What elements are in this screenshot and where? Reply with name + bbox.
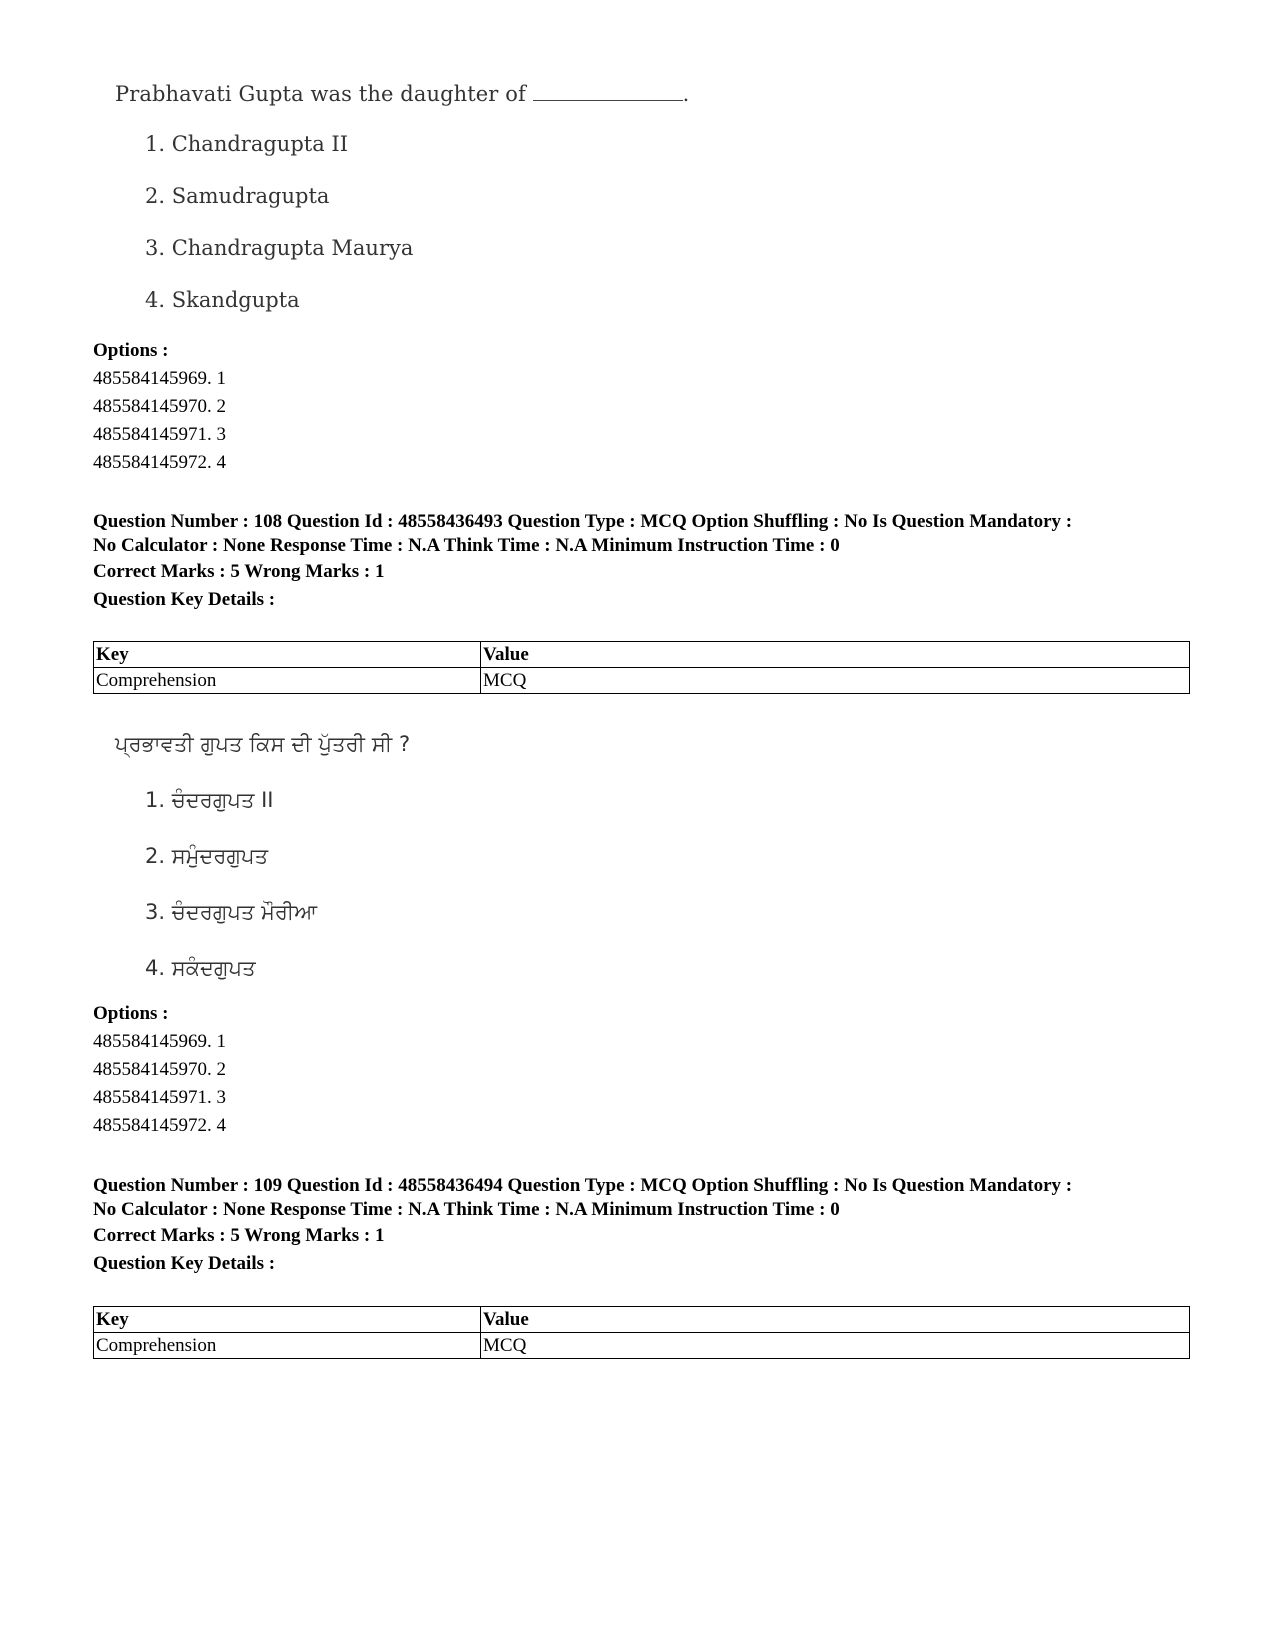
question-109-meta (93, 1174, 1072, 1278)
options-list (93, 1000, 226, 1140)
question-option-3: 3. ਚੰਦਰਗੁਪਤ ਮੌਰੀਆ (145, 900, 318, 924)
question-option-3: 3. Chandragupta Maurya (145, 236, 414, 260)
table-header-row (94, 1307, 1190, 1333)
question-108-meta (93, 510, 1072, 614)
table-header-key: Key (94, 642, 481, 668)
options-list (93, 337, 226, 477)
options-heading: Options : (93, 1003, 169, 1024)
option-id-3: 485584145971. 3 (93, 1087, 226, 1108)
table-header-value: Value (481, 1307, 1190, 1333)
question-stem-text: Prabhavati Gupta was the daughter of (115, 82, 526, 106)
table-cell-value: MCQ (481, 668, 1190, 694)
question-option-1: 1. Chandragupta II (145, 132, 348, 156)
option-id-1: 485584145969. 1 (93, 368, 226, 389)
option-id-4: 485584145972. 4 (93, 452, 226, 473)
question-option-4: 4. ਸਕੰਦਗੁਪਤ (145, 956, 256, 980)
question-meta-line-2: No Calculator : None Response Time : N.A Think Time : N.A Minimum Instruction Time : 0 (93, 1199, 840, 1220)
question-meta-line-1: Question Number : 109 Question Id : 48558436494 Question Type : MCQ Option Shuffling : No Is Question Mandatory : (93, 1175, 1073, 1196)
key-details-table (93, 641, 1190, 694)
question-option-4: 4. Skandgupta (145, 288, 300, 312)
answer-blank (533, 82, 683, 101)
question-stem (115, 80, 715, 108)
option-id-3: 485584145971. 3 (93, 424, 226, 445)
table-cell-key: Comprehension (94, 668, 481, 694)
key-details-heading: Question Key Details : (93, 589, 276, 610)
question-option-2: 2. ਸਮੁੰਦਰਗੁਪਤ (145, 844, 269, 868)
key-details-table (93, 1306, 1190, 1359)
options-heading: Options : (93, 340, 169, 361)
question-stem: ਪ੍ਰਭਾਵਤੀ ਗੁਪਤ ਕਿਸ ਦੀ ਪੁੱਤਰੀ ਸੀ ? (115, 732, 411, 756)
question-meta-line-2: No Calculator : None Response Time : N.A Think Time : N.A Minimum Instruction Time : 0 (93, 535, 840, 556)
question-meta-line-1: Question Number : 108 Question Id : 48558436493 Question Type : MCQ Option Shuffling : No Is Question Mandatory : (93, 511, 1073, 532)
option-id-4: 485584145972. 4 (93, 1115, 226, 1136)
table-header-row (94, 642, 1190, 668)
option-id-1: 485584145969. 1 (93, 1031, 226, 1052)
question-option-1: 1. ਚੰਦਰਗੁਪਤ II (145, 788, 274, 812)
key-details-heading: Question Key Details : (93, 1253, 276, 1274)
table-cell-value: MCQ (481, 1333, 1190, 1359)
table-header-value: Value (481, 642, 1190, 668)
table-row (94, 1333, 1190, 1359)
option-id-2: 485584145970. 2 (93, 1059, 226, 1080)
question-stem-end: . (682, 82, 690, 106)
question-image-english (115, 80, 715, 320)
table-cell-key: Comprehension (94, 1333, 481, 1359)
question-marks: Correct Marks : 5 Wrong Marks : 1 (93, 561, 385, 582)
table-row (94, 668, 1190, 694)
table-header-key: Key (94, 1307, 481, 1333)
option-id-2: 485584145970. 2 (93, 396, 226, 417)
question-image-punjabi (115, 730, 715, 980)
question-marks: Correct Marks : 5 Wrong Marks : 1 (93, 1225, 385, 1246)
question-option-2: 2. Samudragupta (145, 184, 330, 208)
